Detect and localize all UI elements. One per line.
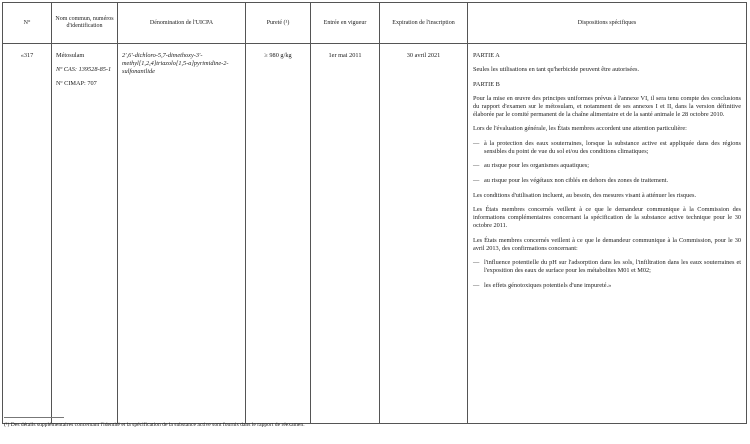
entry-into-force-date: 1er mai 2011 [311,44,380,424]
header-purity: Pureté (¹) [246,3,311,44]
header-expiry: Expiration de l'inscription [380,3,468,44]
row-number: «317 [3,44,52,424]
provision-paragraph: Les États membres concernés veillent à ce que le demandeur communique à la Commission, pour le 30 avril 2013, des confirmations concernant: [473,236,741,252]
dash-marker: — [473,139,480,147]
list-item-text: l'influence potentielle du pH sur l'adsorption dans les sols, l'infiltration dans les eaux souterraines et l'exposition des eaux de surface pour les métabolites M01 et M02; [484,259,741,275]
dash-marker: — [473,176,480,184]
part-b-title: PARTIE B [473,80,500,88]
expiry-date: 30 avril 2021 [380,44,468,424]
table-header-row [3,3,747,44]
specific-provisions-cell [468,44,747,424]
provision-list-item [473,162,741,170]
header-specific-provisions: Dispositions spécifiques [468,3,747,44]
dash-marker: — [473,162,480,170]
header-iupac-name: Dénomination de l'UICPA [118,3,246,44]
dash-marker: — [473,281,480,289]
header-entry-into-force: Entrée en vigueur [311,3,380,44]
list-item-text: les effets génotoxiques potentiels d'une impureté.» [484,281,612,289]
part-a-title: PARTIE A [473,52,500,59]
header-number: N° [3,3,52,44]
provision-list-item [473,259,741,275]
provision-list-item [473,177,741,185]
part-a-text: Seules les utilisations en tant qu'herbicide peuvent être autorisées. [473,66,640,74]
provision-paragraph: Les conditions d'utilisation incluent, au besoin, des mesures visant à atténuer les risques. [473,191,697,199]
list-item-text: à la protection des eaux souterraines, lorsque la substance active est appliquée dans des régions sensibles du point de vue du sol et/ou des conditions climatiques; [484,139,741,155]
footnote-divider [4,417,64,418]
provision-paragraph: Les États membres concernés veillent à ce que le demandeur communique à la Commission des informations complémentaires concernant la spécification de la substance active technique pour le 30 octobre 2011. [473,206,741,230]
provision-paragraph: Pour la mise en œuvre des principes uniformes prévus à l'annexe VI, il sera tenu compte des conclusions du rapport d'examen sur le métosulam, et notamment de ses annexes I et II, dans la version définitive élaborée par le comité permanent de la chaîne alimentaire et de la santé animale le 28 octobre 2010. [473,94,741,118]
list-item-text: au risque pour les organismes aquatiques; [484,162,589,170]
substance-table [2,2,747,424]
iupac-name: 2′,6′-dichloro-5,7-dimethoxy-3′-methyl[1,2,4]triazolo[1,5-a]pyrimidine-2-sulfonanilide [118,44,246,424]
cimap-number: Nº CIMAP: 707 [56,80,97,88]
dash-marker: — [473,259,480,267]
footnote: (¹) Des détails supplémentaires concernant l'identité et la spécification de la substance active sont fournis dans le rapport de réexamen. [4,422,305,428]
list-item-text: au risque pour les végétaux non ciblés en dehors des zones de traitement. [484,176,669,184]
substance-name: Métosulam [56,52,85,59]
provision-paragraph: Lors de l'évaluation générale, les États membres accordent une attention particulière: [473,125,687,133]
header-common-name: Nom commun, numéros d'identification [52,3,118,44]
cas-number: Nº CAS: 139528-85-1 [56,66,112,74]
table-row [3,44,747,424]
purity-value: ≥ 980 g/kg [246,44,311,424]
provision-list-item [473,282,741,290]
provision-list-item [473,140,741,156]
common-name-cell [52,44,118,424]
